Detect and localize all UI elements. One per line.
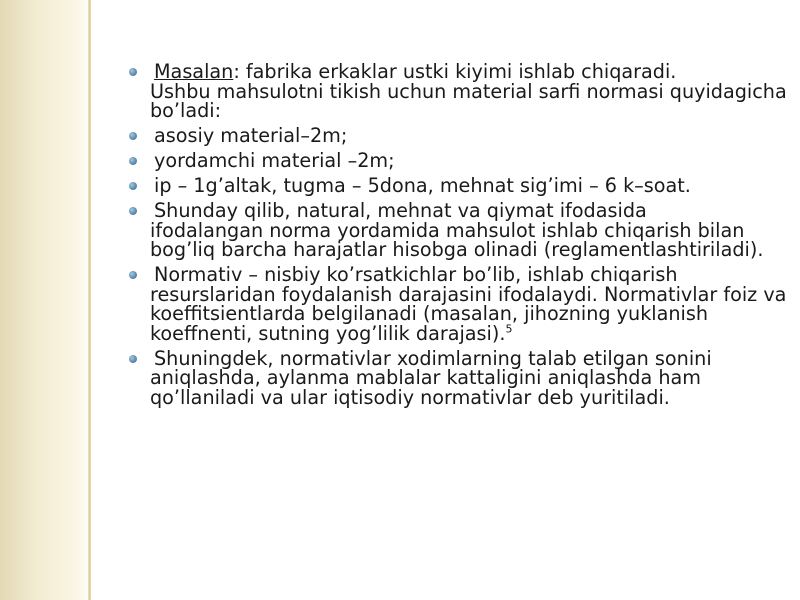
footnote-marker: 5 bbox=[505, 322, 513, 336]
decorative-side-line bbox=[88, 0, 91, 600]
bullet-icon bbox=[129, 355, 137, 363]
decorative-side-band bbox=[0, 0, 92, 600]
bullet-item-norm-summary bbox=[128, 201, 788, 260]
bullet-text-continued: resurslaridan foydalanish darajasini ifodalaydi. Normativlar foiz va koeffitsientlarda belgilanadi (masalan, jihozning yuklanish koeffnenti, sutning yog’lilik darajasi). bbox=[150, 282, 787, 345]
bullet-item-normative-definition bbox=[128, 265, 788, 343]
bullet-text-first-line: Shunday qilib, natural, mehnat va qiymat ifodasida bbox=[154, 199, 647, 222]
bullet-item-thread-buttons bbox=[128, 176, 788, 196]
bullet-list bbox=[128, 62, 788, 407]
bullet-item-auxiliary-material bbox=[128, 151, 788, 171]
bullet-item-main-material bbox=[128, 126, 788, 146]
example-lead-word: Masalan bbox=[154, 60, 234, 83]
bullet-icon bbox=[129, 157, 137, 165]
bullet-icon bbox=[129, 271, 137, 279]
slide-content bbox=[128, 62, 788, 413]
bullet-text: asosiy material–2m; bbox=[154, 124, 348, 147]
bullet-text-first-line: Normativ – nisbiy ko’rsatkichlar bo’lib, ishlab chiqarish bbox=[154, 263, 678, 286]
bullet-text-continued: aniqlashda, aylanma mablalar kattaligini aniqlashda ham qo’llaniladi va ular iqtisodiy normativlar deb yuritiladi. bbox=[150, 366, 701, 409]
bullet-icon bbox=[129, 207, 137, 215]
bullet-text: ip – 1g’altak, tugma – 5dona, mehnat sig’imi – 6 k–soat. bbox=[154, 174, 691, 197]
bullet-icon bbox=[129, 182, 137, 190]
bullet-icon bbox=[129, 132, 137, 140]
bullet-text-continued: ifodalangan norma yordamida mahsulot ishlab chiqarish bilan bog’liq barcha harajatlar hisobga olinadi (reglamentlashtiriladi). bbox=[150, 218, 764, 261]
bullet-text: yordamchi material –2m; bbox=[154, 149, 395, 172]
bullet-item-economic-normatives bbox=[128, 346, 788, 409]
bullet-icon bbox=[129, 68, 137, 76]
bullet-item-example bbox=[128, 62, 788, 121]
bullet-text-first-line: : fabrika erkaklar ustki kiyimi ishlab chiqaradi. bbox=[233, 60, 677, 83]
bullet-text-continued: Ushbu mahsulotni tikish uchun material sarfi normasi quyidagicha bo’ladi: bbox=[150, 79, 787, 122]
bullet-text-first-line: Shuningdek, normativlar xodimlarning talab etilgan sonini bbox=[154, 346, 712, 370]
